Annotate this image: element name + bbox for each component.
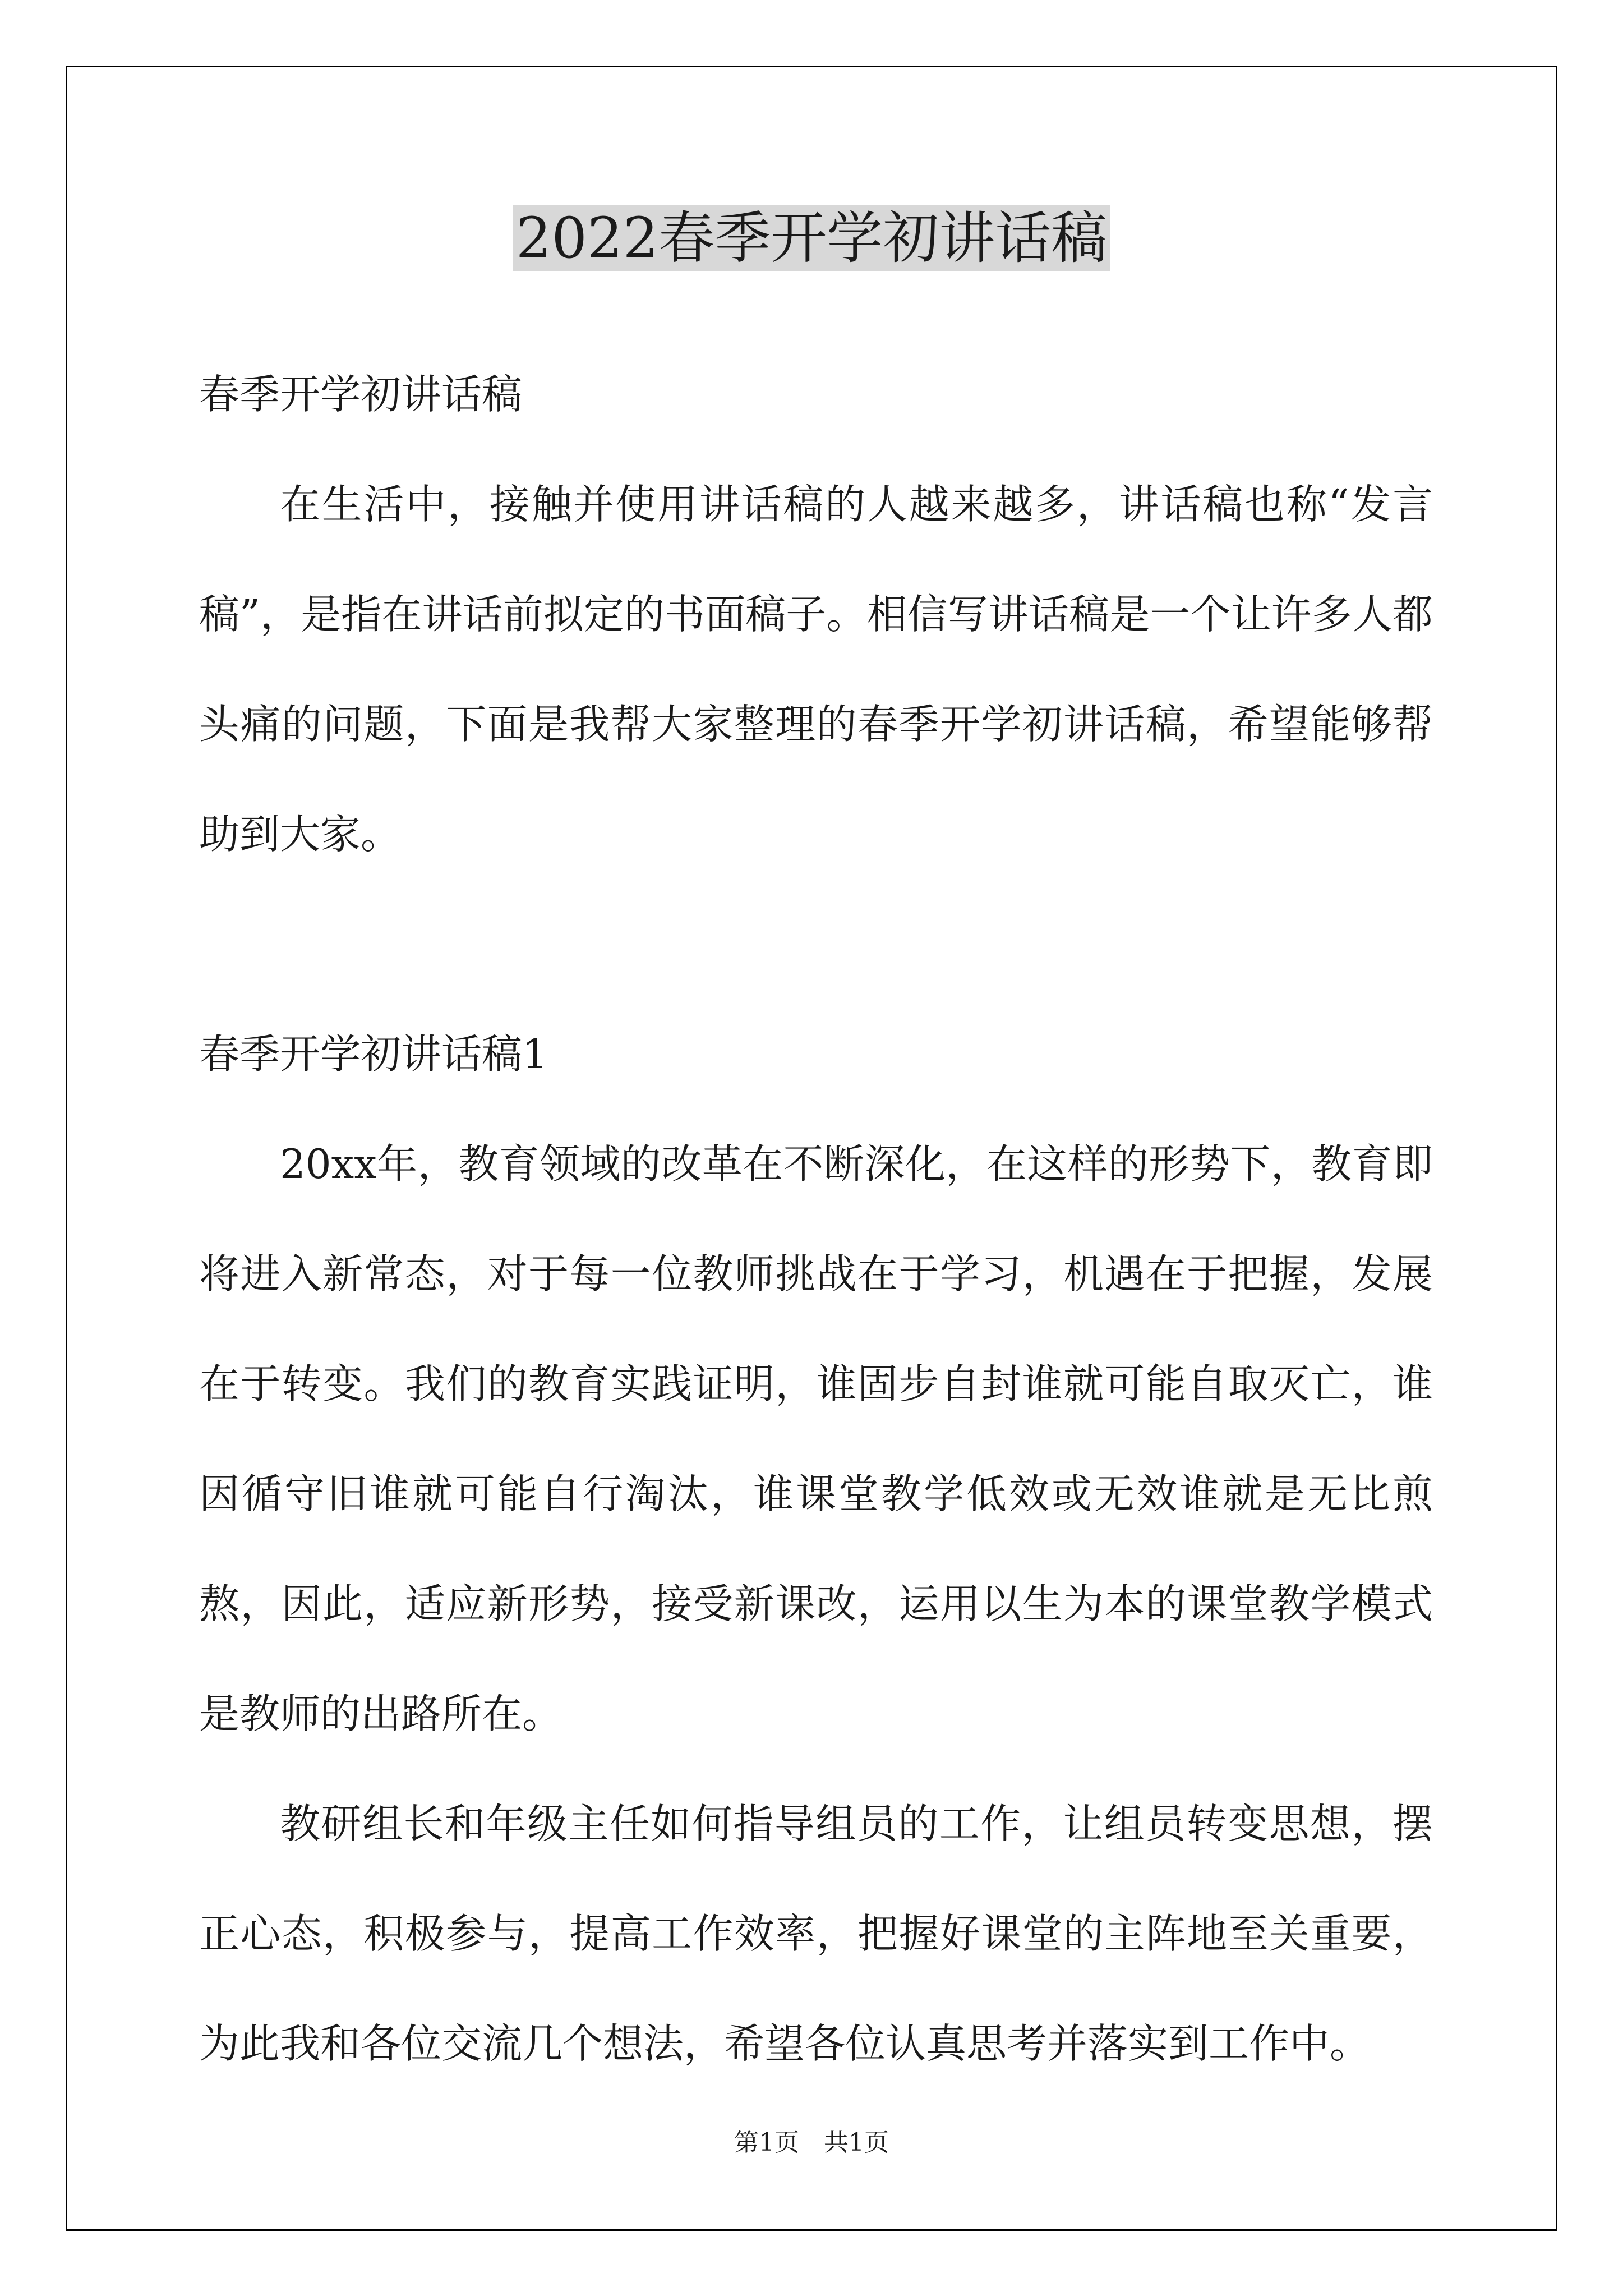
document-title [0, 199, 1623, 278]
body-paragraph: 20xx年，教育领域的改革在不断深化，在这样的形势下，教育即将进入新常态，对于每一位教师挑战在于学习，机遇在于把握，发展在于转变。我们的教育实践证明，谁固步自封谁就可能自取灭亡，谁因循守旧谁就可能自行淘汰，谁课堂教学低效或无效谁就是无比煎熬，因此，适应新形势，接受新课改，运用以生为本的课堂教学模式是教师的出路所在。 [199, 1140, 1433, 1737]
section-heading: 春季开学初讲话稿1 [199, 1030, 548, 1078]
document-body [199, 339, 1433, 2099]
document-title-text: 2022春季开学初讲话稿 [513, 205, 1111, 271]
body-paragraph: 教研组长和年级主任如何指导组员的工作，让组员转变思想，摆正心态，积极参与，提高工作效率，把握好课堂的主阵地至关重要，为此我和各位交流几个想法，希望各位认真思考并落实到工作中。 [199, 1800, 1433, 2067]
intro-paragraph: 在生活中，接触并使用讲话稿的人越来越多，讲话稿也称“发言稿”，是指在讲话前拟定的书面稿子。相信写讲话稿是一个让许多人都头痛的问题，下面是我帮大家整理的春季开学初讲话稿，希望能够帮助到大家。 [199, 481, 1433, 858]
section-heading: 春季开学初讲话稿 [199, 371, 523, 418]
page-footer: 第1页 共1页 [734, 2128, 889, 2157]
